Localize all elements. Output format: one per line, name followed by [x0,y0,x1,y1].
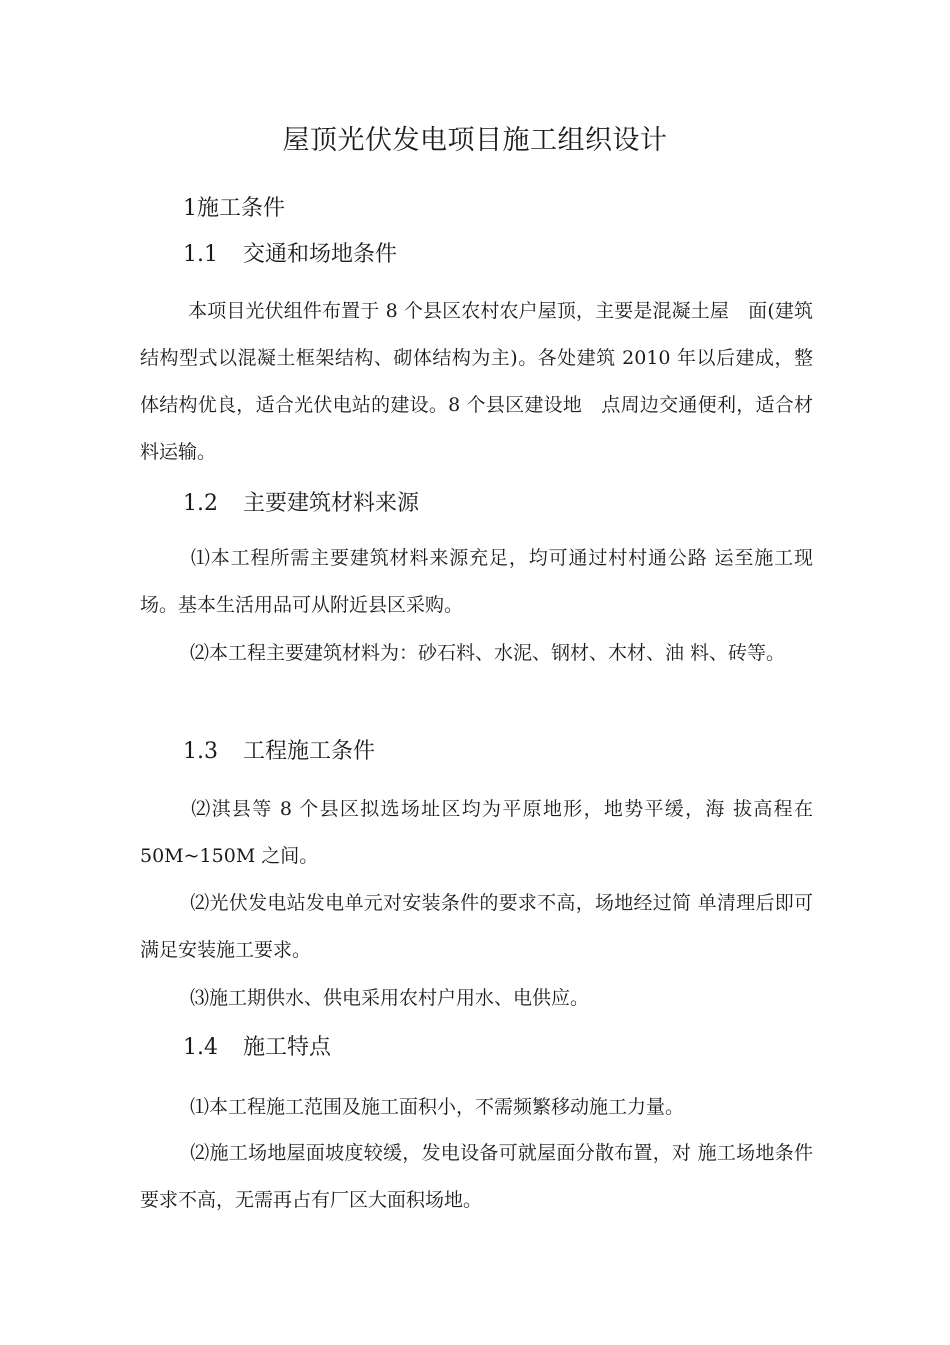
paragraph-text: ⑵淇县等 8 个县区拟选场址区均为平原地形，地势平缓，海 拔高程在 50M~150M 之间。 [140,798,813,867]
paragraph-1-4-1 [140,1084,813,1131]
paragraph-1-3-3 [140,975,813,1022]
section-heading-1: 1施工条件 [183,196,285,221]
paragraph-1-1-1 [140,288,813,476]
section-number: 1.4 [183,1035,218,1060]
section-number: 1.1 [183,242,218,267]
paragraph-text: ⑵施工场地屋面坡度较缓，发电设备可就屋面分散布置，对 施工场地条件要求不高，无需再占有厂区大面积场地。 [140,1142,813,1211]
section-heading-1-4 [183,1030,331,1061]
section-label: 工程施工条件 [243,739,376,764]
paragraph-text: ⑴本工程所需主要建筑材料来源充足，均可通过村村通公路 运至施工现场。基本生活用品可从附近县区采购。 [140,547,813,616]
document-title: 屋顶光伏发电项目施工组织设计 [282,125,668,156]
section-label: 主要建筑材料来源 [243,491,420,516]
paragraph-1-4-2 [140,1130,813,1224]
paragraph-text: 本项目光伏组件布置于 8 个县区农村农户屋顶，主要是混凝土屋 面(建筑结构型式以混凝土框架结构、砌体结构为主)。各处建筑 2010 年以后建成，整体结构优良，适合光伏电站的建设。8 个县区建设地 点周边交通便利，适合材料运输。 [140,300,813,463]
section-number: 1.3 [183,739,218,764]
paragraph-text: ⑶施工期供水、供电采用农村户用水、电供应。 [190,987,590,1009]
paragraph-text: ⑵本工程主要建筑材料为：砂石料、水泥、钢材、木材、油 料、砖等。 [190,642,786,664]
section-heading-1-1 [183,237,397,268]
paragraph-1-3-1 [140,786,813,880]
section-label: 施工特点 [243,1035,332,1060]
paragraph-1-2-2 [140,630,813,677]
paragraph-text: ⑵光伏发电站发电单元对安装条件的要求不高，场地经过简 单清理后即可满足安装施工要求。 [140,892,813,961]
section-heading-1-2 [183,486,419,517]
section-label: 交通和场地条件 [243,242,398,267]
section-heading-1-3 [183,734,375,765]
paragraph-text: ⑴本工程施工范围及施工面积小，不需频繁移动施工力量。 [190,1096,685,1118]
paragraph-1-3-2 [140,880,813,974]
section-number: 1.2 [183,491,218,516]
paragraph-1-2-1 [140,535,813,629]
